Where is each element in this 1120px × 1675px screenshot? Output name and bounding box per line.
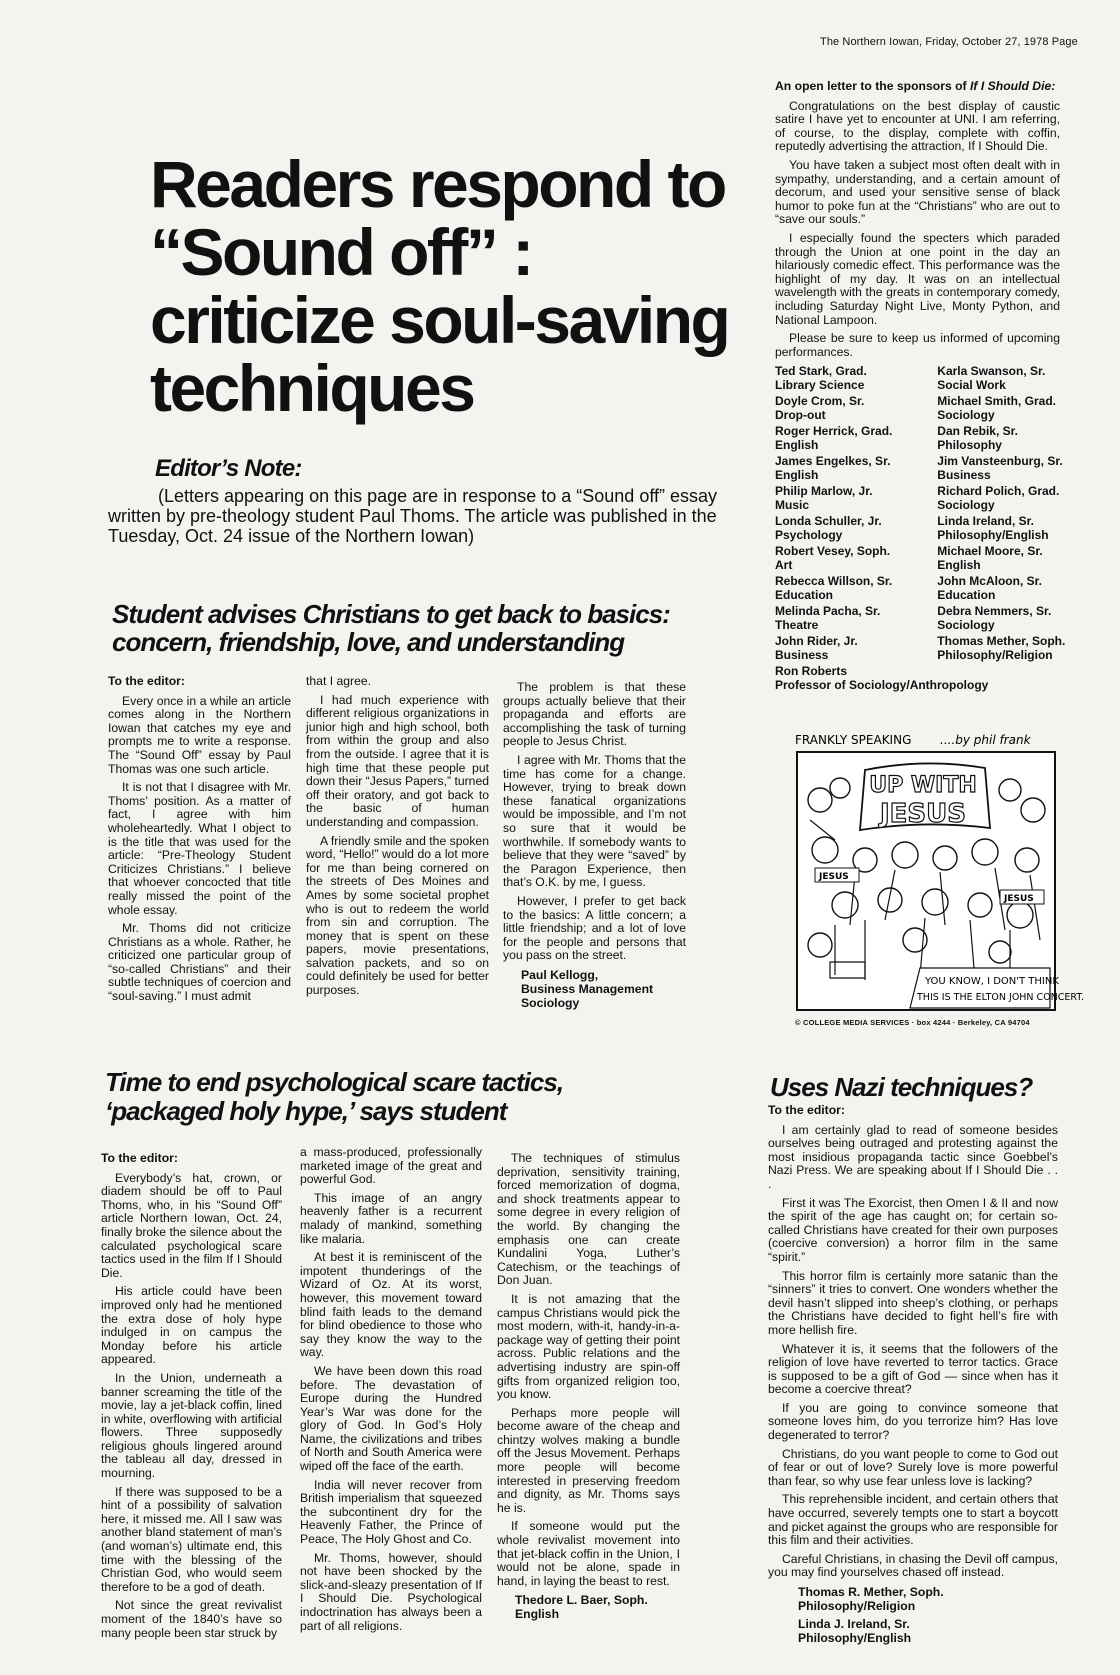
signer-right bbox=[937, 514, 1075, 542]
signer-row bbox=[775, 364, 1075, 392]
paragraph: If there was supposed to be a hint of a possibility of salvation here, it missed me. All I saw was another bland statement of man’s (and woman’s) ultimate end, this time with the blessing of the Christian God, who would seem therefore to be a god of death. bbox=[101, 1484, 282, 1594]
signer-left bbox=[775, 604, 937, 632]
signer-detail: Business bbox=[937, 468, 991, 482]
signer-name: John McAloon, Sr. bbox=[937, 574, 1042, 588]
signer-detail: Philosophy/Religion bbox=[937, 648, 1053, 662]
paragraph: Please be sure to keep us informed of upcoming performances. bbox=[775, 331, 1060, 359]
signer-left bbox=[775, 484, 937, 512]
paragraph: I am certainly glad to read of someone besides ourselves being outraged and protesting against the most insidious propaganda tactic since Goebbel’s Nazi Press. We are speaking about If I Should Die . . . bbox=[768, 1122, 1058, 1191]
signer-detail: Education bbox=[775, 588, 834, 602]
signer-right bbox=[937, 634, 1075, 662]
paragraph: This horror film is certainly more satanic than the “sinners” it tries to convert. One wonders whether the devil hasn’t slipped into sheep’s clothing, or perhaps the Christians have decided to fight hell’s fire with more hellish fire. bbox=[768, 1268, 1058, 1337]
paragraph: India will never recover from British imperialism that squeezed the subcontinent dry for the Heavenly Father, the Prince of Peace, The Holy Ghost and Co. bbox=[300, 1477, 482, 1547]
signer-name: James Engelkes, Sr. bbox=[775, 454, 891, 468]
signer-left bbox=[775, 514, 937, 542]
salutation: To the editor: bbox=[101, 1151, 178, 1165]
signer-final bbox=[775, 664, 1075, 692]
open-letter-lead bbox=[775, 80, 1060, 94]
signer-name: Robert Vesey, Soph. bbox=[775, 544, 891, 558]
headline-line: criticize soul-saving bbox=[150, 283, 729, 357]
article2-column-1 bbox=[101, 1152, 282, 1645]
paragraph: The problem is that these groups actually believe that their propaganda and efforts are accomplishing the task of turning people to Jesus Christ. bbox=[503, 680, 686, 749]
signer-name: Karla Swanson, Sr. bbox=[937, 364, 1046, 378]
headline-line: “Sound off” : bbox=[150, 215, 532, 289]
signer-name: Melinda Pacha, Sr. bbox=[775, 604, 881, 618]
article1-column-3 bbox=[503, 681, 686, 1010]
signer-row bbox=[775, 604, 1075, 632]
signer-row bbox=[775, 544, 1075, 572]
page-header: The Northern Iowan, Friday, October 27, 1978 Page bbox=[820, 36, 1078, 48]
signer-name: Michael Smith, Grad. bbox=[937, 394, 1056, 408]
paragraph: a mass-produced, professionally marketed image of the great and powerful God. bbox=[300, 1145, 482, 1187]
signature-detail: Philosophy/English bbox=[798, 1631, 912, 1645]
article1-column-1 bbox=[108, 675, 291, 1009]
signer-right bbox=[937, 454, 1075, 482]
open-letter-signers bbox=[775, 364, 1075, 692]
signer-name: Philip Marlow, Jr. bbox=[775, 484, 873, 498]
sign-right-text: JESUS bbox=[1004, 894, 1034, 904]
paragraph: This reprehensible incident, and certain others that have occurred, severely tempts one to start a boycott and picket against the groups who are responsible for this film and their activities. bbox=[768, 1492, 1058, 1548]
signature-name: Thedore L. Baer, Soph. bbox=[515, 1593, 648, 1608]
article1-headline: Student advises Christians to get back to basics: concern, friendship, love, and understanding bbox=[112, 599, 670, 657]
paragraph: Every once in a while an article comes along in the Northern Iowan that catches my eye and prompts me to write a response. The “Sound Off” essay by Paul Thomas was one such article. bbox=[108, 693, 291, 776]
signer-detail: Business bbox=[775, 648, 829, 662]
signer-row bbox=[775, 634, 1075, 662]
signer-detail: English bbox=[775, 468, 819, 482]
paragraph: At best it is reminiscent of the impotent thunderings of the Wizard of Oz. At its worst, however, this movement toward blind faith leads to the demand for blind obedience to those who say they know the way to the way. bbox=[300, 1250, 482, 1360]
article3-headline: Uses Nazi techniques? bbox=[770, 1072, 1033, 1102]
signer-name: Richard Polich, Grad. bbox=[937, 484, 1060, 498]
signature-name: Paul Kellogg, bbox=[521, 967, 599, 982]
paragraph: His article could have been improved only had he mentioned the extra dose of holy hype indulged in on campus the Monday before his article appeared. bbox=[101, 1284, 282, 1367]
salutation: To the editor: bbox=[108, 674, 185, 688]
signer-row bbox=[775, 514, 1075, 542]
signer-name: Jim Vansteenburg, Sr. bbox=[937, 454, 1063, 468]
signer-detail: English bbox=[775, 438, 819, 452]
signer-name: Roger Herrick, Grad. bbox=[775, 424, 893, 438]
signer-right bbox=[937, 424, 1075, 452]
signer-right bbox=[937, 604, 1075, 632]
signer-right bbox=[937, 364, 1075, 392]
caption-line-2: THIS IS THE ELTON JOHN CONCERT. bbox=[917, 992, 1085, 1003]
paragraph: Not since the great revivalist moment of the 1840’s have so many people been star struck by bbox=[101, 1598, 282, 1640]
signer-name: Ron Roberts bbox=[775, 664, 847, 678]
signer-name: Rebecca Willson, Sr. bbox=[775, 574, 893, 588]
article1-column-2 bbox=[306, 675, 489, 1003]
signer-detail: Education bbox=[937, 588, 996, 602]
banner-line-2: JESUS bbox=[880, 799, 966, 829]
signer-name: John Rider, Jr. bbox=[775, 634, 858, 648]
signer-detail: Philosophy/English bbox=[937, 528, 1049, 542]
paragraph: I had much experience with different religious organizations in junior high and high school, both from within the group and also from the outside. I agree that it is high time that these people put down their “Jesus Papers,” turned off their oratory, and got back to the basic of human understanding and compassion. bbox=[306, 692, 489, 829]
paragraph: I especially found the specters which paraded through the Union at one point in the day an hilariously comedic effect. This performance was the highlight of my day. It was on an intellectual wavelength with the greats in contemporary comedy, including Saturday Night Live, Monty Python, and National Lampoon. bbox=[775, 230, 1060, 327]
signer-right bbox=[937, 484, 1075, 512]
article2-headline-line: Time to end psychological scare tactics, bbox=[105, 1067, 564, 1097]
paragraph: Perhaps more people will become aware of the cheap and chintzy wolves making a bundle off the Jesus Movement. Perhaps more people will become interested in preserving freedom and dignity, as Mr. Thoms says he is. bbox=[497, 1405, 680, 1515]
signer-left bbox=[775, 634, 937, 662]
paragraph: It is not amazing that the campus Christians would pick the most modern, with-it, handy-in-a-package way of getting their point across. Public relations and the advertising industry are spin-off gifts from organized religion too, you know. bbox=[497, 1291, 680, 1402]
signer-row bbox=[775, 424, 1075, 452]
signature-detail: Sociology bbox=[521, 995, 580, 1010]
signer-row bbox=[775, 574, 1075, 602]
paragraph: It is not that I disagree with Mr. Thoms’ position. As a matter of fact, I agree with him wholeheartedly. What I object to is the title that was used for the article: “Pre-Theology Student Criticizes Christians.” I believe that whoever concocted that title really missed the point of the whole essay. bbox=[108, 780, 291, 917]
editors-note-title: Editor’s Note: bbox=[155, 455, 302, 482]
open-letter-lead-title: If I Should Die: bbox=[970, 79, 1056, 93]
signer-left bbox=[775, 394, 937, 422]
signer-row bbox=[775, 484, 1075, 512]
sign-left-text: JESUS bbox=[819, 872, 849, 882]
article2-headline-line: ‘packaged holy hype,’ says student bbox=[105, 1096, 507, 1126]
comic-title: FRANKLY SPEAKING bbox=[795, 733, 912, 747]
signer-left bbox=[775, 424, 937, 452]
paragraph: We have been down this road before. The devastation of Europe during the Hundred Year’s War was done for the glory of God. In God’s Holy Name, the civilizations and tribes of North and South America were wiped off the face of the earth. bbox=[300, 1363, 482, 1474]
paragraph: The techniques of stimulus deprivation, sensitivity training, forced memorization of dogma, and shock treatments appear to some degree in every religion of the world. By changing the emphasis one can create Kundalini Yoga, Luther’s Catechism, or the teachings of Don Juan. bbox=[497, 1151, 680, 1288]
signer-left bbox=[775, 364, 937, 392]
paragraph: Mr. Thoms did not criticize Christians as a whole. Rather, he criticized one particular group of “so-called Christians” and their subtle techniques of coercion and “soul-saving.” I must admit bbox=[108, 921, 291, 1004]
paragraph: Everybody’s hat, crown, or diadem should be off to Paul Thoms, who, in his “Sound Off” article Northern Iowan, Oct. 24, finally broke the silence about the calculated psychological scare tactics used in the film If I Should Die. bbox=[101, 1170, 282, 1280]
signer-detail: Library Science bbox=[775, 378, 865, 392]
paragraph: A friendly smile and the spoken word, “Hello!” would do a lot more for me than being cornered on the streets of Des Moines and Ames by some societal prophet who is out to redeem the world from sin and corruption. The money that is spent on these papers, movie presentations, salvation packets, and so on could definitely be used for better purposes. bbox=[306, 833, 489, 998]
paragraph: that I agree. bbox=[306, 674, 372, 688]
paragraph: Congratulations on the best display of caustic satire I have yet to encounter at UNI. I am referring, of course, to the display, complete with coffin, reputedly advertising the attraction, If I Should Die. bbox=[775, 98, 1060, 154]
signature-name: Linda J. Ireland, Sr. bbox=[798, 1617, 910, 1631]
article2-headline bbox=[105, 1068, 665, 1126]
signer-name: Dan Rebik, Sr. bbox=[937, 424, 1018, 438]
paragraph: I agree with Mr. Thoms that the time has come for a change. However, trying to break down these fanatical organizations would be impossible, and I’m not so sure that it would be worthwhile. If somebody wants to believe that they were “saved” by the Paragon Experience, then that’s O.K. by me, I guess. bbox=[503, 752, 686, 890]
signer-row bbox=[775, 394, 1075, 422]
signer-left bbox=[775, 574, 937, 602]
banner-line-1: UP WITH bbox=[869, 773, 977, 798]
signer-name: Doyle Crom, Sr. bbox=[775, 394, 865, 408]
paragraph: Whatever it is, it seems that the followers of the religion of love have reverted to terror tactics. Grace is supposed to be a gift of God — since when has it become a coercive threat? bbox=[768, 1341, 1058, 1397]
signer-name: Michael Moore, Sr. bbox=[937, 544, 1043, 558]
comic-byline: ....by phil frank bbox=[940, 733, 1031, 747]
signer-name: Linda Ireland, Sr. bbox=[937, 514, 1034, 528]
signer-left bbox=[775, 544, 937, 572]
main-headline bbox=[150, 147, 770, 425]
signer-detail: Professor of Sociology/Anthropology bbox=[775, 678, 989, 692]
signer-detail: Theatre bbox=[775, 618, 819, 632]
signer-name: Debra Nemmers, Sr. bbox=[937, 604, 1052, 618]
signer-right bbox=[937, 574, 1075, 602]
signer-detail: Art bbox=[775, 558, 793, 572]
headline-line: Readers respond to bbox=[150, 147, 725, 221]
editors-note-body: (Letters appearing on this page are in response to a “Sound off” essay written by pre-theology student Paul Thoms. The article was published in the Tuesday, Oct. 24 issue of the Northern Iowan) bbox=[108, 486, 718, 546]
signature-name: Thomas R. Mether, Soph. bbox=[798, 1585, 944, 1599]
caption-line-1: YOU KNOW, I DON'T THINK bbox=[925, 976, 1059, 987]
paragraph: First it was The Exorcist, then Omen I & II and now the spirit of the age has caught on; for certain so-called Christians have created for their own purposes (coercive conversion) a horror film in the same “spirit.” bbox=[768, 1195, 1058, 1264]
paragraph: If someone would put the whole revivalist movement into that jet-black coffin in the Union, I would not be alone, spade in hand, in laying the beast to rest. bbox=[497, 1519, 680, 1588]
signer-detail: Drop-out bbox=[775, 408, 826, 422]
signer-detail: Sociology bbox=[937, 498, 995, 512]
paragraph: This image of an angry heavenly father is a recurrent malady of mankind, something like malaria. bbox=[300, 1190, 482, 1246]
signer-name: Londa Schuller, Jr. bbox=[775, 514, 882, 528]
signer-detail: Psychology bbox=[775, 528, 843, 542]
signer-detail: Music bbox=[775, 498, 810, 512]
signer-detail: English bbox=[937, 558, 981, 572]
signer-name: Ted Stark, Grad. bbox=[775, 364, 867, 378]
open-letter-lead-prefix: An open letter to the sponsors of bbox=[775, 79, 971, 93]
article2-column-2 bbox=[300, 1146, 482, 1638]
article3-body bbox=[768, 1104, 1058, 1645]
signer-name: Thomas Mether, Soph. bbox=[937, 634, 1066, 648]
signer-left bbox=[775, 454, 937, 482]
salutation: To the editor: bbox=[768, 1103, 845, 1117]
signer-detail: Sociology bbox=[937, 408, 995, 422]
comic-credit: © COLLEGE MEDIA SERVICES · box 4244 · Berkeley, CA 94704 bbox=[795, 1018, 1030, 1027]
signer-right bbox=[937, 544, 1075, 572]
paragraph: In the Union, underneath a banner screaming the title of the movie, lay a jet-black coffin, lined in white, overflowing with artificial flowers. Three supposedly religious ghouls lingered around the tableau all day, dressed in mourning. bbox=[101, 1370, 282, 1481]
article2-column-3 bbox=[497, 1152, 680, 1621]
frankly-speaking-comic bbox=[795, 730, 1085, 1015]
paragraph: If you are going to convince someone that someone loves him, do you terrorize him? Has love degenerated to terror? bbox=[768, 1400, 1058, 1443]
paragraph: Christians, do you want people to come to God out of fear or out of love? Surely love is more powerful than fear, so why use fear unless love is lacking? bbox=[768, 1446, 1058, 1488]
signer-detail: Sociology bbox=[937, 618, 995, 632]
signature-detail: Business Management bbox=[521, 981, 654, 996]
paragraph: However, I prefer to get back to the basics: A little concern; a little friendship; and a lot of love for the people and persons that you pass on the street. bbox=[503, 893, 686, 963]
open-letter bbox=[775, 80, 1060, 364]
signer-detail: Philosophy bbox=[937, 438, 1002, 452]
paragraph: Careful Christians, in chasing the Devil off campus, you may find yourselves chased off instead. bbox=[768, 1551, 1058, 1580]
paragraph: Mr. Thoms, however, should not have been shocked by the slick-and-sleazy presentation of If I Should Die. Psychological indoctrination has always been a part of all religions. bbox=[300, 1550, 482, 1633]
signature-detail: English bbox=[515, 1607, 560, 1622]
paragraph: You have taken a subject most often dealt with in sympathy, understanding, and a certain amount of decorum, and used your sensitive sense of black humor to poke fun at the “Christians” who are out to “save our souls.” bbox=[775, 157, 1060, 227]
signature-detail: Philosophy/Religion bbox=[798, 1599, 916, 1613]
headline-line: techniques bbox=[150, 351, 474, 425]
signer-row bbox=[775, 454, 1075, 482]
signer-detail: Social Work bbox=[937, 378, 1006, 392]
signer-right bbox=[937, 394, 1075, 422]
